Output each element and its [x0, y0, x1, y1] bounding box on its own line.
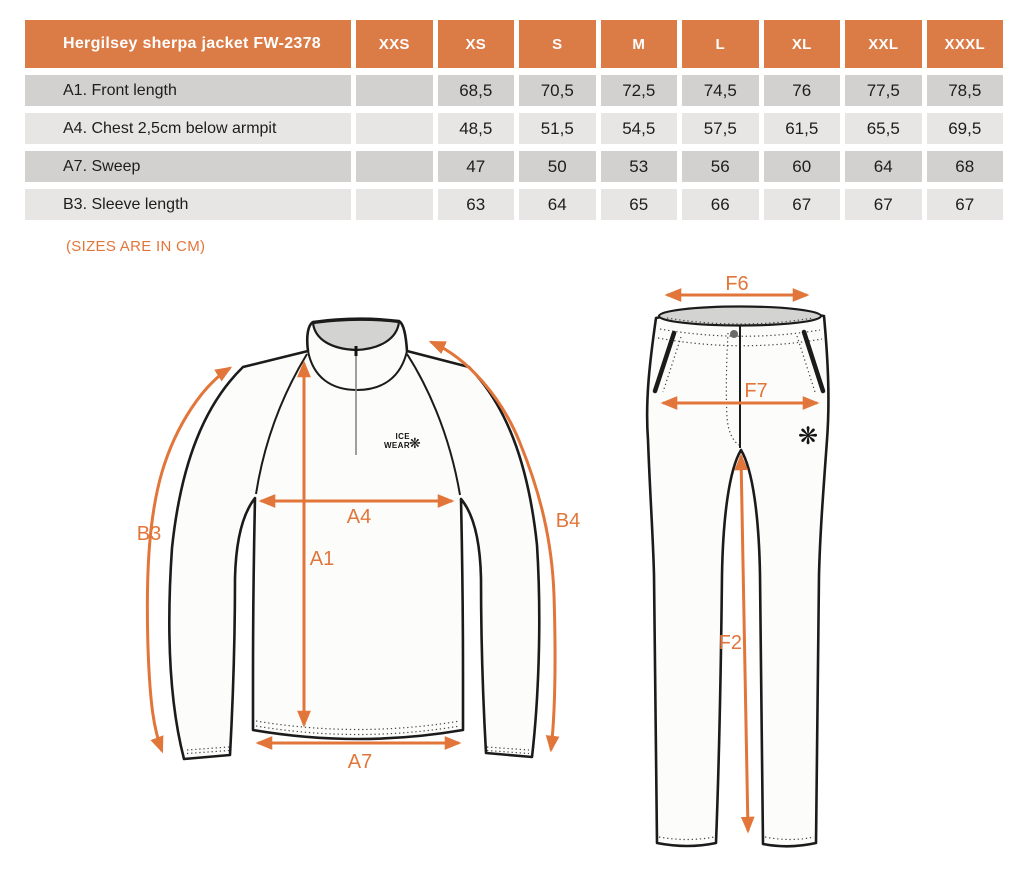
size-header-xs: XS: [438, 20, 515, 68]
measure-label-a4: A4: [346, 506, 372, 528]
cell: 70,5: [519, 75, 596, 106]
cell: 51,5: [519, 113, 596, 144]
pants-diagram: [640, 270, 835, 870]
size-header-l: L: [682, 20, 759, 68]
units-note: (SIZES ARE IN CM): [66, 238, 206, 255]
cell: 67: [927, 189, 1004, 220]
cell: 56: [682, 151, 759, 182]
cell: 74,5: [682, 75, 759, 106]
cell: 64: [845, 151, 922, 182]
waist-opening: [659, 307, 821, 326]
measure-label-b3: B3: [136, 523, 162, 545]
cell: 72,5: [601, 75, 678, 106]
size-header-m: M: [601, 20, 678, 68]
size-header-s: S: [519, 20, 596, 68]
cell: 53: [601, 151, 678, 182]
cell: 63: [438, 189, 515, 220]
cell: 68,5: [438, 75, 515, 106]
measure-label-f7: F7: [744, 380, 768, 402]
cell: 67: [764, 189, 841, 220]
size-header-xxs: XXS: [356, 20, 433, 68]
cell: 69,5: [927, 113, 1004, 144]
cell: 47: [438, 151, 515, 182]
brand-logo-line1: ICE: [395, 432, 410, 441]
cell: 54,5: [601, 113, 678, 144]
cell: 65,5: [845, 113, 922, 144]
cell: [356, 75, 433, 106]
row-label: A4. Chest 2,5cm below armpit: [25, 113, 351, 144]
cell: [356, 113, 433, 144]
cell: 65: [601, 189, 678, 220]
cell: 66: [682, 189, 759, 220]
cell: 48,5: [438, 113, 515, 144]
cell: 50: [519, 151, 596, 182]
row-label: B3. Sleeve length: [25, 189, 351, 220]
cell: 60: [764, 151, 841, 182]
size-header-xxl: XXL: [845, 20, 922, 68]
cell: 68: [927, 151, 1004, 182]
row-label: A7. Sweep: [25, 151, 351, 182]
snowflake-icon: ❋: [797, 423, 819, 450]
measure-label-b4: B4: [555, 510, 581, 532]
measure-label-a1: A1: [309, 548, 335, 570]
cell: 78,5: [927, 75, 1004, 106]
measure-arrow-f2: [741, 456, 748, 831]
measure-label-a7: A7: [347, 751, 373, 773]
pants-outline: [647, 309, 828, 846]
cell: 57,5: [682, 113, 759, 144]
cell: [356, 189, 433, 220]
brand-logo-line2: WEAR: [383, 441, 410, 450]
jacket-diagram: [130, 280, 590, 790]
table-title: Hergilsey sherpa jacket FW-2378: [25, 20, 351, 68]
size-header-xxxl: XXXL: [927, 20, 1004, 68]
cell: 67: [845, 189, 922, 220]
cell: 64: [519, 189, 596, 220]
cell: [356, 151, 433, 182]
size-header-xl: XL: [764, 20, 841, 68]
snowflake-icon: ❋: [409, 435, 421, 451]
measure-label-f2: F2: [718, 632, 742, 654]
cell: 77,5: [845, 75, 922, 106]
cell: 76: [764, 75, 841, 106]
cell: 61,5: [764, 113, 841, 144]
size-table: [25, 20, 1003, 220]
measure-label-f6: F6: [725, 273, 749, 295]
waist-button: [730, 330, 738, 338]
row-label: A1. Front length: [25, 75, 351, 106]
